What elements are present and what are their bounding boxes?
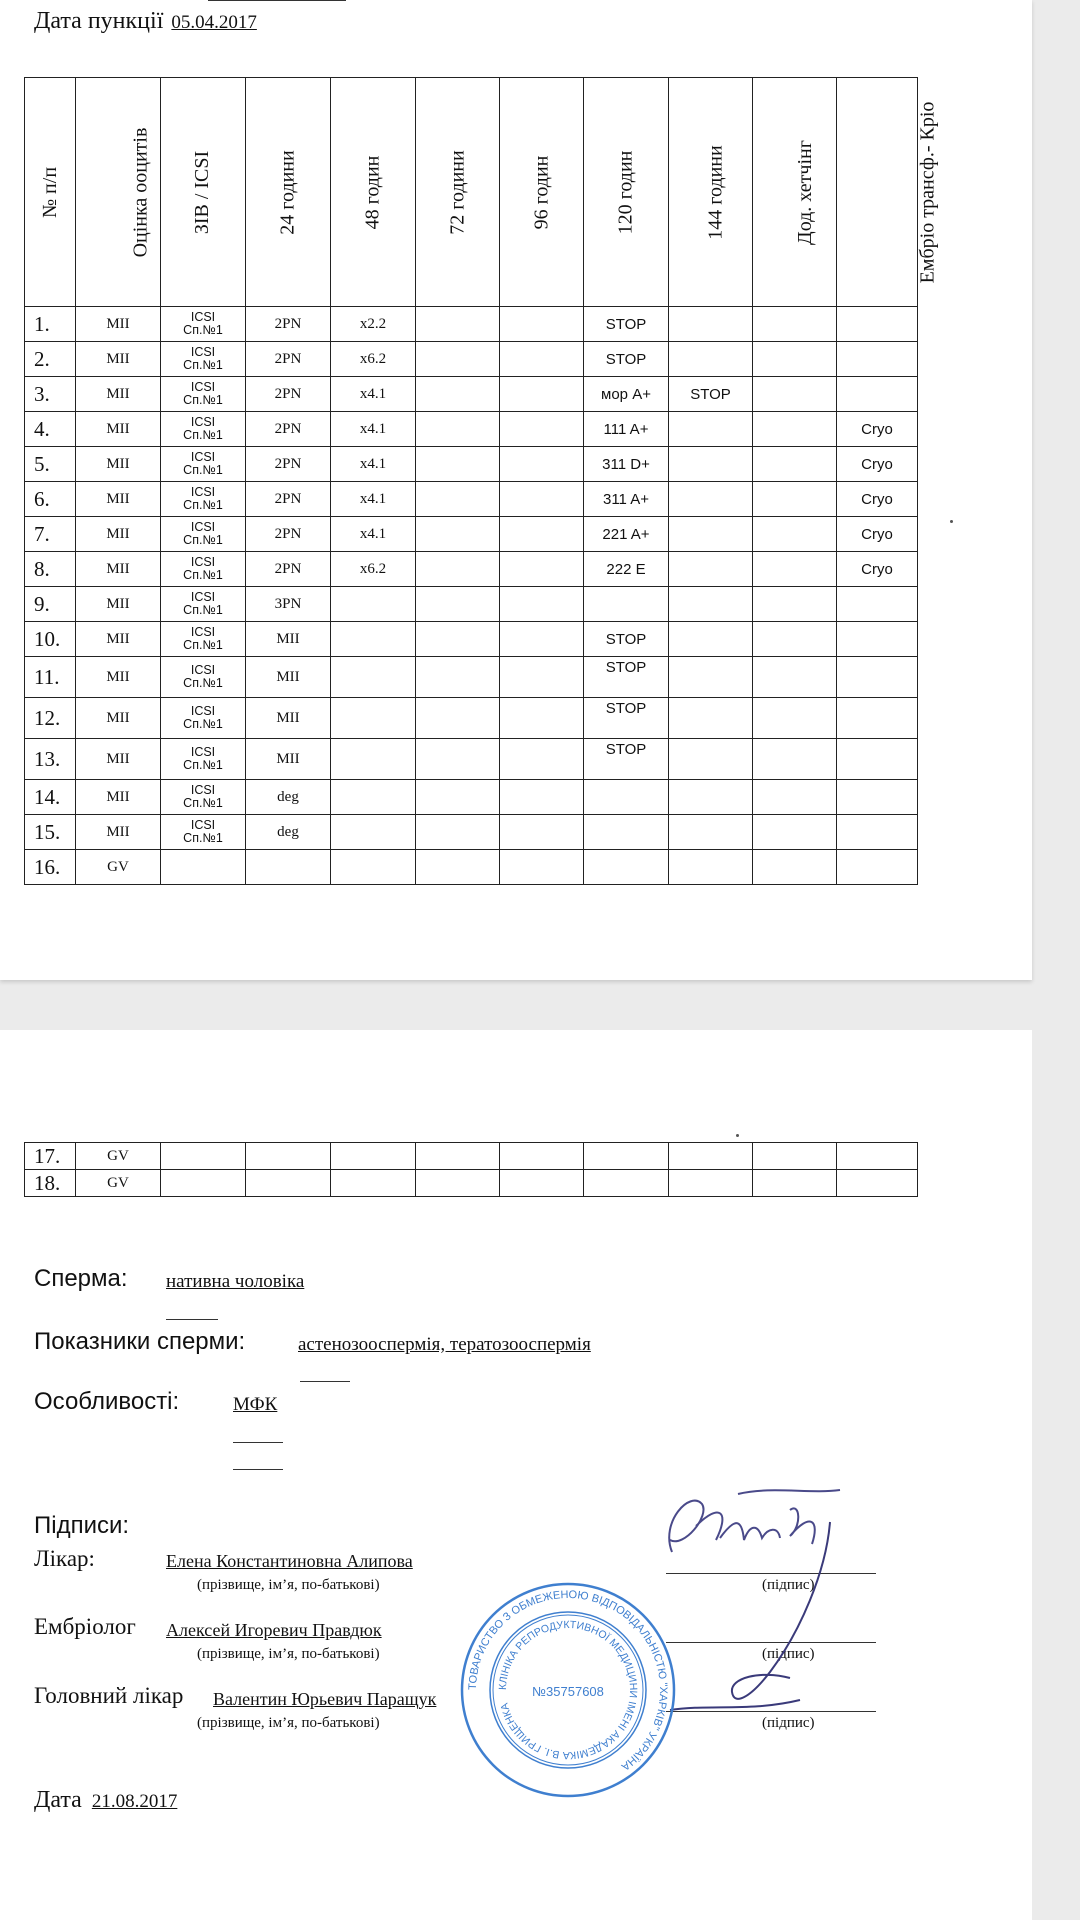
- column-header: [246, 78, 331, 307]
- cell-h96: [500, 552, 584, 587]
- cell-h144: [669, 698, 753, 739]
- cell-num: 14.: [25, 780, 76, 815]
- table-row: [25, 1170, 918, 1197]
- cell-h120: 221 A+: [584, 517, 669, 552]
- cell-h24: [246, 1143, 331, 1170]
- cell-h24: 2PN: [246, 377, 331, 412]
- cell-h48: [331, 1143, 416, 1170]
- cell-h144: [669, 850, 753, 885]
- table-row: [25, 850, 918, 885]
- cell-num: 8.: [25, 552, 76, 587]
- sperm-label: Сперма:: [34, 1265, 128, 1292]
- cell-transfer: Cryo: [837, 447, 918, 482]
- cell-hatch: [753, 482, 837, 517]
- cell-h96: [500, 739, 584, 780]
- cell-h144: [669, 307, 753, 342]
- cell-transfer: Cryo: [837, 517, 918, 552]
- column-header: [331, 78, 416, 307]
- column-header: [669, 78, 753, 307]
- cell-transfer: Cryo: [837, 412, 918, 447]
- cell-method: ICSI Сп.№1: [161, 815, 246, 850]
- cell-hatch: [753, 780, 837, 815]
- cell-transfer: Cryo: [837, 552, 918, 587]
- cell-h72: [416, 307, 500, 342]
- cell-method: ICSI Сп.№1: [161, 517, 246, 552]
- cell-h24: MII: [246, 622, 331, 657]
- cell-num: 4.: [25, 412, 76, 447]
- cell-hatch: [753, 1143, 837, 1170]
- cell-h72: [416, 377, 500, 412]
- cell-h96: [500, 780, 584, 815]
- table-row: [25, 342, 918, 377]
- column-header: [161, 78, 246, 307]
- cell-h120: [584, 850, 669, 885]
- cell-h144: [669, 552, 753, 587]
- embryo-table-continued: [24, 1142, 918, 1197]
- cell-h72: [416, 657, 500, 698]
- cell-h96: [500, 342, 584, 377]
- cell-h120: [584, 1143, 669, 1170]
- cell-h96: [500, 1170, 584, 1197]
- table-row: [25, 517, 918, 552]
- chief-signature-hint: (підпис): [762, 1715, 815, 1731]
- cell-h72: [416, 698, 500, 739]
- cell-num: 5.: [25, 447, 76, 482]
- cell-method: ICSI Сп.№1: [161, 307, 246, 342]
- cell-hatch: [753, 698, 837, 739]
- cell-grade: MII: [76, 482, 161, 517]
- table-row: [25, 587, 918, 622]
- cell-h48: [331, 739, 416, 780]
- cell-grade: GV: [76, 1170, 161, 1197]
- cell-transfer: Cryo: [837, 482, 918, 517]
- cell-h24: 2PN: [246, 342, 331, 377]
- embryo-table: [24, 77, 939, 885]
- cell-num: 15.: [25, 815, 76, 850]
- table-row: [25, 552, 918, 587]
- column-header-label: ЗІВ / ICSI: [191, 150, 214, 234]
- cell-h72: [416, 517, 500, 552]
- puncture-date: [34, 8, 257, 35]
- doctor-name: Елена Константиновна Алипова: [166, 1551, 413, 1571]
- table-row: [25, 622, 918, 657]
- cell-h72: [416, 552, 500, 587]
- column-header-label: Ембріо трансф.- Кріо: [916, 101, 939, 283]
- cell-transfer: [837, 657, 918, 698]
- table-row: [25, 482, 918, 517]
- scan-speck: [736, 1134, 739, 1137]
- final-date: [34, 1787, 177, 1814]
- cell-hatch: [753, 657, 837, 698]
- cell-h96: [500, 517, 584, 552]
- column-header-label: 120 годин: [614, 150, 637, 234]
- cell-method: [161, 1170, 246, 1197]
- table-row: [25, 412, 918, 447]
- column-header-label: № п/п: [39, 166, 62, 218]
- cell-hatch: [753, 1170, 837, 1197]
- cell-h96: [500, 850, 584, 885]
- cell-transfer: [837, 815, 918, 850]
- chief-name-hint: (прізвище, ім’я, по-батькові): [197, 1715, 380, 1731]
- cell-method: ICSI Сп.№1: [161, 342, 246, 377]
- cell-hatch: [753, 587, 837, 622]
- cell-h48: [331, 698, 416, 739]
- cell-h96: [500, 482, 584, 517]
- cell-grade: MII: [76, 447, 161, 482]
- cell-transfer: [837, 377, 918, 412]
- cell-h72: [416, 342, 500, 377]
- stamp-code: №35757608: [532, 1684, 604, 1699]
- embryologist-name: Алексей Игоревич Правдюк: [166, 1620, 382, 1640]
- cell-h72: [416, 447, 500, 482]
- cell-h144: [669, 447, 753, 482]
- column-header: [25, 78, 76, 307]
- clinic-stamp: [458, 1580, 678, 1800]
- table-row: [25, 739, 918, 780]
- cell-h120: STOP: [584, 622, 669, 657]
- cell-hatch: [753, 342, 837, 377]
- cell-grade: MII: [76, 342, 161, 377]
- cell-num: 18.: [25, 1170, 76, 1197]
- column-header: [416, 78, 500, 307]
- cell-hatch: [753, 412, 837, 447]
- cell-hatch: [753, 815, 837, 850]
- cell-hatch: [753, 377, 837, 412]
- handwritten-signature: [650, 1482, 890, 1742]
- table-row: [25, 377, 918, 412]
- cell-grade: MII: [76, 622, 161, 657]
- cell-grade: MII: [76, 657, 161, 698]
- cell-h120: STOP: [584, 657, 669, 698]
- cell-h72: [416, 780, 500, 815]
- cell-h120: STOP: [584, 739, 669, 780]
- sperm-indicators-label: Показники сперми:: [34, 1328, 246, 1355]
- cell-h48: [331, 657, 416, 698]
- cell-hatch: [753, 307, 837, 342]
- cell-h48: [331, 815, 416, 850]
- cell-h48: [331, 587, 416, 622]
- cell-h72: [416, 815, 500, 850]
- cell-num: 16.: [25, 850, 76, 885]
- cell-h120: [584, 780, 669, 815]
- cell-h144: STOP: [669, 377, 753, 412]
- cell-transfer: [837, 307, 918, 342]
- cell-h48: x4.1: [331, 447, 416, 482]
- cell-method: ICSI Сп.№1: [161, 412, 246, 447]
- puncture-date-label: Дата пункції: [34, 8, 164, 34]
- cell-h96: [500, 447, 584, 482]
- blank-line: [166, 1319, 218, 1320]
- stamp-outer-text: ТОВАРИСТВО З ОБМЕЖЕНОЮ ВІДПОВІДАЛЬНІСТЮ "ХАРКІВ" УКРАЇНА: [466, 1588, 670, 1773]
- table-header-row: [25, 78, 918, 307]
- cell-h48: x2.2: [331, 307, 416, 342]
- cell-h96: [500, 377, 584, 412]
- cell-h24: 2PN: [246, 482, 331, 517]
- cell-h72: [416, 1143, 500, 1170]
- cell-transfer: [837, 780, 918, 815]
- cell-method: ICSI Сп.№1: [161, 482, 246, 517]
- cell-grade: MII: [76, 307, 161, 342]
- puncture-date-value: 05.04.2017: [171, 12, 257, 33]
- cell-h24: MII: [246, 657, 331, 698]
- blank-line: [233, 1442, 283, 1443]
- cell-h144: [669, 412, 753, 447]
- cell-grade: MII: [76, 517, 161, 552]
- column-header-label: 24 години: [276, 149, 299, 235]
- cell-grade: MII: [76, 377, 161, 412]
- table-row: [25, 780, 918, 815]
- cell-hatch: [753, 552, 837, 587]
- cell-h144: [669, 622, 753, 657]
- cell-h120: 311 D+: [584, 447, 669, 482]
- cell-h24: [246, 850, 331, 885]
- final-date-value: 21.08.2017: [91, 1791, 178, 1812]
- cell-h144: [669, 1143, 753, 1170]
- cell-method: ICSI Сп.№1: [161, 657, 246, 698]
- cell-h24: 2PN: [246, 447, 331, 482]
- cell-method: [161, 1143, 246, 1170]
- cell-method: ICSI Сп.№1: [161, 552, 246, 587]
- table-row: [25, 307, 918, 342]
- cell-h120: 311 A+: [584, 482, 669, 517]
- cell-h144: [669, 1170, 753, 1197]
- cell-h48: x4.1: [331, 482, 416, 517]
- cell-h48: x6.2: [331, 342, 416, 377]
- final-date-label: Дата: [34, 1787, 82, 1813]
- cell-h24: MII: [246, 739, 331, 780]
- cell-h48: x4.1: [331, 377, 416, 412]
- table-row: [25, 657, 918, 698]
- cell-method: ICSI Сп.№1: [161, 698, 246, 739]
- column-header-label: Дод. хетчінг: [793, 139, 816, 245]
- blank-line: [300, 1381, 350, 1382]
- column-header-label: 48 годин: [361, 155, 384, 229]
- cell-h120: STOP: [584, 307, 669, 342]
- cell-transfer: [837, 587, 918, 622]
- document-page-1: [0, 0, 1032, 980]
- cell-transfer: [837, 739, 918, 780]
- column-header-label: Оцінка ооцитів: [129, 127, 152, 257]
- cell-h96: [500, 815, 584, 850]
- table-row: [25, 447, 918, 482]
- cell-grade: MII: [76, 780, 161, 815]
- cell-h72: [416, 482, 500, 517]
- cell-h48: x4.1: [331, 412, 416, 447]
- cell-h24: 2PN: [246, 552, 331, 587]
- cell-hatch: [753, 447, 837, 482]
- cell-num: 2.: [25, 342, 76, 377]
- chief-label: Головний лікар: [34, 1683, 184, 1708]
- cell-h120: [584, 1170, 669, 1197]
- cell-num: 17.: [25, 1143, 76, 1170]
- cell-h144: [669, 815, 753, 850]
- column-header-label: 72 години: [446, 149, 469, 235]
- cell-hatch: [753, 622, 837, 657]
- cell-grade: MII: [76, 587, 161, 622]
- cell-h120: [584, 815, 669, 850]
- chief-name: Валентин Юрьевич Паращук: [213, 1689, 437, 1709]
- cell-h48: [331, 1170, 416, 1197]
- cell-grade: MII: [76, 412, 161, 447]
- cell-h144: [669, 517, 753, 552]
- cell-h120: STOP: [584, 342, 669, 377]
- cell-hatch: [753, 517, 837, 552]
- cell-grade: GV: [76, 1143, 161, 1170]
- cell-grade: MII: [76, 815, 161, 850]
- cell-h120: мор A+: [584, 377, 669, 412]
- cell-transfer: [837, 698, 918, 739]
- cell-h24: [246, 1170, 331, 1197]
- cell-h72: [416, 412, 500, 447]
- column-header: [584, 78, 669, 307]
- cell-transfer: [837, 1143, 918, 1170]
- cell-h96: [500, 412, 584, 447]
- cell-transfer: [837, 622, 918, 657]
- cell-h96: [500, 622, 584, 657]
- cell-transfer: [837, 342, 918, 377]
- cell-h120: [584, 587, 669, 622]
- table-row: [25, 698, 918, 739]
- embryologist-label: Ембріолог: [34, 1614, 136, 1639]
- stamp-inner-text: КЛІНІКА РЕПРОДУКТИВНОЇ МЕДИЦИНИ ІМЕНІ АКАДЕМІКА В.І. ГРИЩЕНКА: [496, 1618, 640, 1762]
- cell-h144: [669, 739, 753, 780]
- cell-h48: [331, 622, 416, 657]
- cell-grade: MII: [76, 698, 161, 739]
- cell-method: ICSI Сп.№1: [161, 780, 246, 815]
- cell-method: ICSI Сп.№1: [161, 739, 246, 780]
- cell-h144: [669, 342, 753, 377]
- cell-h144: [669, 780, 753, 815]
- cell-num: 11.: [25, 657, 76, 698]
- cell-method: ICSI Сп.№1: [161, 447, 246, 482]
- column-header-label: 96 годин: [530, 155, 552, 229]
- cell-h96: [500, 657, 584, 698]
- cell-h24: 2PN: [246, 517, 331, 552]
- cell-num: 1.: [25, 307, 76, 342]
- cell-h144: [669, 482, 753, 517]
- column-header: [500, 78, 584, 307]
- cell-grade: GV: [76, 850, 161, 885]
- cell-hatch: [753, 850, 837, 885]
- cell-h48: [331, 780, 416, 815]
- cell-h24: 3PN: [246, 587, 331, 622]
- table-row: [25, 1143, 918, 1170]
- cell-num: 3.: [25, 377, 76, 412]
- cell-h72: [416, 622, 500, 657]
- column-header: [753, 78, 837, 307]
- sperm-indicators-value: астенозооспермія, тератозооспермія: [298, 1334, 591, 1355]
- cell-method: ICSI Сп.№1: [161, 377, 246, 412]
- features-label: Особливості:: [34, 1388, 180, 1415]
- doctor-signature-hint: (підпис): [762, 1577, 815, 1593]
- cell-h72: [416, 587, 500, 622]
- scan-speck: [950, 520, 953, 523]
- cell-grade: MII: [76, 552, 161, 587]
- cell-h24: 2PN: [246, 307, 331, 342]
- signatures-title: Підписи:: [34, 1512, 130, 1539]
- cell-h96: [500, 698, 584, 739]
- cell-h96: [500, 1143, 584, 1170]
- cell-h48: x6.2: [331, 552, 416, 587]
- cell-method: ICSI Сп.№1: [161, 587, 246, 622]
- cell-h24: MII: [246, 698, 331, 739]
- cell-method: [161, 850, 246, 885]
- blank-line: [233, 1469, 283, 1470]
- cell-num: 9.: [25, 587, 76, 622]
- cell-h144: [669, 657, 753, 698]
- table-row: [25, 815, 918, 850]
- cell-h24: deg: [246, 815, 331, 850]
- cell-h72: [416, 1170, 500, 1197]
- top-divider: [208, 0, 346, 1]
- cell-h24: 2PN: [246, 412, 331, 447]
- cell-num: 7.: [25, 517, 76, 552]
- cell-num: 6.: [25, 482, 76, 517]
- cell-h120: 111 A+: [584, 412, 669, 447]
- cell-grade: MII: [76, 739, 161, 780]
- cell-h72: [416, 850, 500, 885]
- doctor-label: Лікар:: [34, 1546, 95, 1571]
- features-value: МФК: [233, 1394, 278, 1415]
- column-header-label: 144 години: [704, 144, 727, 240]
- cell-h48: x4.1: [331, 517, 416, 552]
- cell-h72: [416, 739, 500, 780]
- cell-h96: [500, 587, 584, 622]
- embryologist-signature-hint: (підпис): [762, 1646, 815, 1662]
- cell-method: ICSI Сп.№1: [161, 622, 246, 657]
- cell-num: 10.: [25, 622, 76, 657]
- cell-h24: deg: [246, 780, 331, 815]
- column-header: [76, 78, 161, 307]
- embryologist-name-hint: (прізвище, ім’я, по-батькові): [197, 1646, 380, 1662]
- cell-transfer: [837, 1170, 918, 1197]
- cell-h120: STOP: [584, 698, 669, 739]
- cell-h144: [669, 587, 753, 622]
- cell-h48: [331, 850, 416, 885]
- cell-hatch: [753, 739, 837, 780]
- column-header: [837, 78, 939, 307]
- sperm-value: нативна чоловіка: [166, 1271, 305, 1292]
- cell-h96: [500, 307, 584, 342]
- cell-h120: 222 E: [584, 552, 669, 587]
- doctor-name-hint: (прізвище, ім’я, по-батькові): [197, 1577, 380, 1593]
- cell-num: 13.: [25, 739, 76, 780]
- cell-transfer: [837, 850, 918, 885]
- cell-num: 12.: [25, 698, 76, 739]
